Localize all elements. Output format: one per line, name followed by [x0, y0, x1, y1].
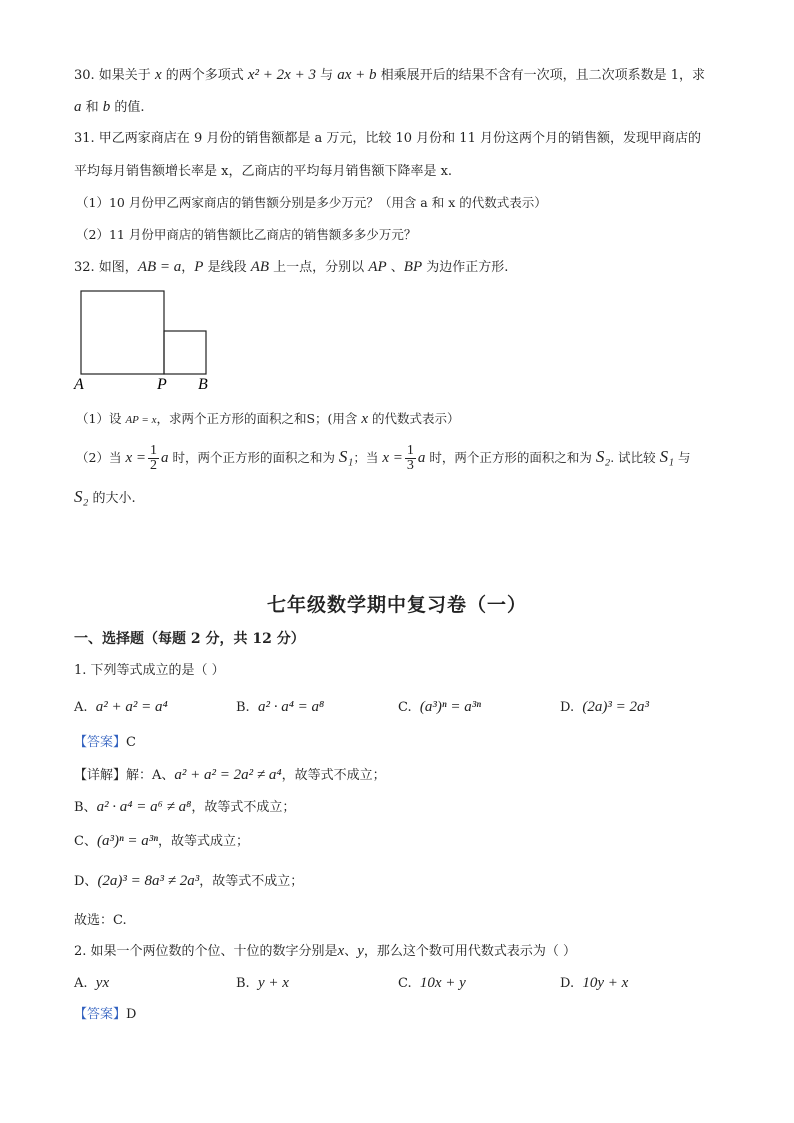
q32-text: 、: [386, 260, 404, 275]
option-formula: 10y + x: [582, 975, 629, 991]
q2-text: 2. 如果一个两位数的个位、十位的数字分别是: [74, 944, 338, 959]
q2-option-b: [236, 974, 289, 993]
answer-value: D: [126, 1007, 137, 1022]
q2-text: 、: [344, 944, 358, 959]
fraction-one-half: [148, 444, 159, 473]
detail-formula: (2a)³ = 8a³ ≠ 2a³: [97, 873, 200, 889]
q32-text: 的大小.: [88, 491, 136, 506]
q2-answer: [74, 1006, 136, 1024]
page-title: 七年级数学期中复习卷（一）: [266, 594, 527, 616]
q32-text: （1）设: [76, 411, 126, 426]
q31-line-2: 平均每月销售额增长率是 x，乙商店的平均每月销售额下降率是 x.: [74, 164, 453, 179]
q1-detail-d: [74, 872, 303, 891]
fraction-numerator: 1: [149, 443, 157, 458]
q31-part-2: （2）11 月份甲商店的销售额比乙商店的销售额多多少万元？: [76, 227, 417, 242]
q1-option-c: [398, 698, 481, 717]
detail-text: ，故等式成立；: [158, 834, 250, 849]
detail-text: B、: [74, 800, 97, 815]
q2-option-c: [398, 974, 466, 993]
q2-text: ，那么这个数可用代数式表示为（ ）: [363, 944, 577, 959]
q30-line-2: [74, 98, 145, 117]
q32-text: 时，两个正方形的面积之和为: [168, 450, 339, 465]
q1-option-a: [74, 698, 168, 717]
q32-segment-ab: AB: [250, 259, 270, 275]
detail-text: D、: [74, 874, 98, 889]
q32-text: ，求两个正方形的面积之和S；(用含: [156, 411, 362, 426]
q32-text: 的代数式表示）: [368, 411, 460, 426]
fraction-denominator: 3: [406, 458, 414, 473]
q32-x-eq: x =: [125, 450, 146, 466]
q32-ab-equation: AB = a: [137, 259, 182, 275]
q32-part-1: [76, 410, 460, 429]
detail-text: ，故等式不成立；: [281, 768, 386, 783]
q32-line-3: [74, 488, 136, 508]
q2-var-x: x: [337, 943, 345, 959]
q1-detail-c: [74, 832, 249, 851]
q30-text: 的两个多项式: [161, 68, 248, 83]
q1-detail-b: [74, 798, 295, 817]
q31-line-1: 31. 甲乙两家商店在 9 月份的销售额都是 a 万元，比较 10 月份和 11 月份这两个月的销售额，发现甲商店的: [74, 131, 701, 146]
q31-part-1: （1）10 月份甲乙两家商店的销售额分别是多少万元？（用含 a 和 x 的代数式表示）: [76, 195, 547, 210]
option-label: C.: [398, 976, 412, 991]
q32-s2: S₂: [74, 487, 89, 506]
large-square: [81, 291, 164, 374]
option-label: A.: [74, 700, 88, 715]
q30-polynomial-1: x² + 2x + 3: [247, 67, 316, 83]
option-formula: y + x: [257, 975, 289, 991]
q32-s2: S₂: [595, 447, 611, 466]
option-label: B.: [236, 976, 250, 991]
q32-text: 是线段: [203, 260, 251, 275]
option-formula: (a³)ⁿ = a³ⁿ: [419, 699, 481, 715]
option-formula: (2a)³ = 2a³: [582, 699, 649, 715]
q1-answer: [74, 734, 136, 752]
q1-option-d: [560, 698, 649, 717]
detail-tag: 【详解】: [74, 768, 127, 783]
q32-ap-equation: AP = x: [125, 414, 157, 426]
q32-text: 32. 如图，: [74, 260, 138, 275]
fraction-one-third: [405, 444, 416, 473]
detail-text: 解：A、: [126, 768, 175, 783]
q1-detail-a: [74, 766, 386, 785]
q32-part-2: [76, 440, 691, 475]
small-square: [164, 331, 206, 374]
q32-line-1: [74, 258, 508, 277]
q30-line-1: [74, 66, 705, 85]
option-label: A.: [74, 976, 88, 991]
q32-text: ，: [181, 260, 195, 275]
q32-text: ；当: [353, 450, 383, 465]
q30-text: 与: [315, 68, 338, 83]
q32-var-a: a: [160, 450, 169, 466]
q30-text: 30. 如果关于: [74, 68, 155, 83]
detail-formula: a² · a⁴ = a⁶ ≠ a⁸: [96, 799, 192, 815]
section-heading: 一、选择题（每题 2 分，共 12 分）: [74, 631, 305, 647]
option-label: D.: [560, 976, 575, 991]
q32-squares-figure: [72, 288, 222, 394]
q30-text: 和: [81, 100, 103, 115]
answer-tag: 【答案】: [74, 1007, 127, 1022]
detail-formula: (a³)ⁿ = a³ⁿ: [96, 833, 159, 849]
answer-tag: 【答案】: [74, 735, 127, 750]
option-formula: a² + a² = a⁴: [95, 699, 168, 715]
q1-choose: 故选：C.: [74, 913, 127, 928]
label-b: B: [198, 376, 208, 393]
q32-s1: S₁: [338, 447, 354, 466]
q32-var-a: a: [417, 450, 426, 466]
label-p: P: [157, 376, 167, 393]
option-formula: 10x + y: [419, 975, 466, 991]
detail-text: C、: [74, 834, 97, 849]
q32-text: . 试比较: [610, 450, 660, 465]
q32-text: 与: [674, 450, 691, 465]
q2-option-d: [560, 974, 628, 993]
q30-var-b: b: [102, 99, 111, 115]
q30-var-a: a: [74, 99, 82, 115]
option-label: B.: [236, 700, 250, 715]
option-label: D.: [560, 700, 575, 715]
q32-s1: S₁: [659, 447, 675, 466]
option-formula: yx: [95, 975, 110, 991]
option-label: C.: [398, 700, 412, 715]
q1-option-b: [236, 698, 324, 717]
q32-x-eq: x =: [382, 450, 403, 466]
q32-var-p: P: [194, 259, 204, 275]
detail-text: ，故等式不成立；: [191, 800, 296, 815]
option-formula: a² · a⁴ = a⁸: [257, 699, 325, 715]
fraction-numerator: 1: [406, 443, 414, 458]
fraction-denominator: 2: [149, 458, 157, 473]
q32-text: （2）当: [76, 450, 126, 465]
q32-var-x: x: [361, 411, 369, 427]
q32-text: 上一点，分别以: [269, 260, 369, 275]
detail-text: ，故等式不成立；: [199, 874, 304, 889]
detail-formula: a² + a² = 2a² ≠ a⁴: [174, 767, 282, 783]
q32-text: 为边作正方形.: [422, 260, 509, 275]
q30-text: 相乘展开后的结果不含有一次项，且二次项系数是 1，求: [376, 68, 706, 83]
q32-text: 时，两个正方形的面积之和为: [425, 450, 596, 465]
q2-option-a: [74, 974, 109, 993]
q30-text: 的值.: [110, 100, 145, 115]
label-a: A: [74, 376, 84, 393]
q32-segment-bp: BP: [403, 259, 423, 275]
q30-polynomial-2: ax + b: [337, 67, 377, 83]
answer-value: C: [126, 735, 136, 750]
q30-var-x: x: [154, 67, 162, 83]
q2-stem: [74, 942, 576, 961]
q2-var-y: y: [357, 943, 364, 959]
q1-stem: 1. 下列等式成立的是（ ）: [74, 663, 225, 678]
q32-segment-ap: AP: [368, 259, 387, 275]
